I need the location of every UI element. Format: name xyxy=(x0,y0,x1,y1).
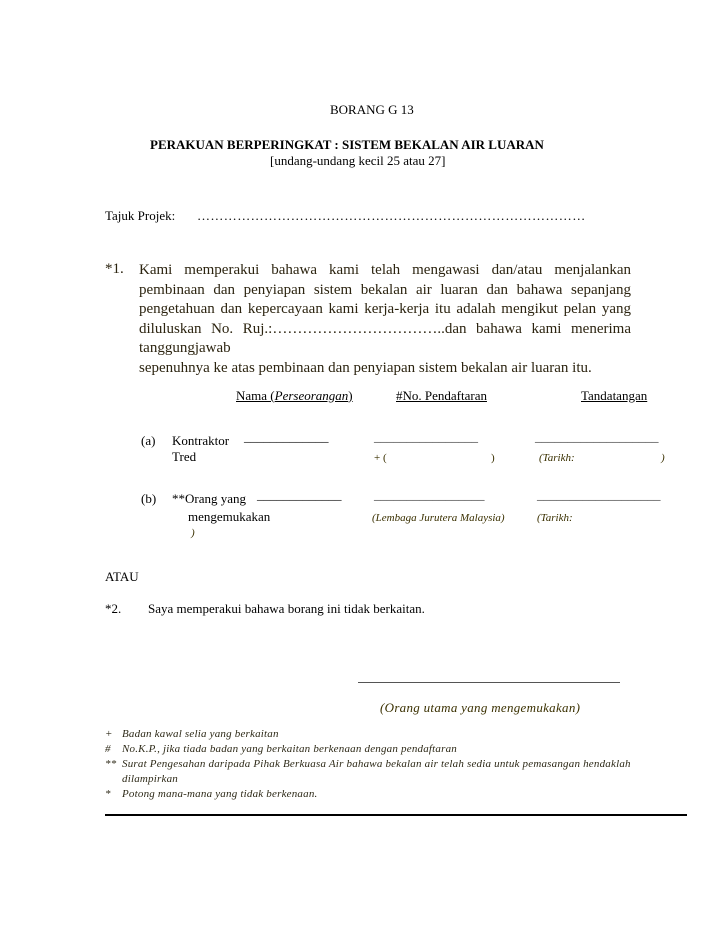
column-header-signature: Tandatangan xyxy=(581,388,648,403)
or-label: ATAU xyxy=(105,569,139,584)
project-title-field[interactable]: …………………………………………………………………………… xyxy=(197,208,586,223)
signatory-caption: (Orang utama yang mengemukakan) xyxy=(380,700,581,715)
footnote-mark: * xyxy=(105,788,111,800)
footnote-text: Surat Pengesahan daripada Pihak Berkuasa Air bahawa bekalan air telah sedia untuk pemasangan hendaklah xyxy=(122,758,631,770)
row-b-label-2: mengemukakan xyxy=(188,509,271,524)
row-b-registration-note: (Lembaga Jurutera Malaysia) xyxy=(372,512,505,524)
row-a-registration-note-open: + ( xyxy=(374,452,387,464)
footnote-mark: # xyxy=(105,743,111,755)
footnote-text: dilampirkan xyxy=(122,773,178,785)
form-code: BORANG G 13 xyxy=(330,102,414,117)
project-title-label: Tajuk Projek: xyxy=(105,208,176,223)
form-subtitle: [undang-undang kecil 25 atau 27] xyxy=(270,153,446,168)
footnote-item xyxy=(105,757,631,772)
row-a-registration-note-close: ) xyxy=(491,452,495,464)
row-a-label: Kontraktor xyxy=(172,433,230,448)
section-1-body: Kami memperakui bahawa kami telah mengawasi dan/atau menjalankan pembinaan dan penyiapan sistem bekalan air luaran dan bahawa sepanjang pengetahuan dan kepercayaan kami kerja-kerja itu adalah mengikut pelan yang diluluskan No. Ruj.:……………………………..dan bahawa kami menerima tanggungjawab xyxy=(139,262,631,356)
footnote-item xyxy=(105,742,631,757)
column-header-name-suffix: ) xyxy=(348,388,353,403)
row-b-name-field[interactable]: _____________ xyxy=(257,487,342,502)
row-a-date-close: ) xyxy=(661,452,665,464)
row-b-label: **Orang yang xyxy=(172,491,247,506)
row-b-letter: (b) xyxy=(141,491,157,506)
column-header-name-italic: Perseorangan xyxy=(274,388,349,403)
form-title: PERAKUAN BERPERINGKAT : SISTEM BEKALAN AIR LUARAN xyxy=(150,137,544,152)
bottom-rule xyxy=(105,814,687,816)
signatory-signature-line[interactable] xyxy=(358,682,620,683)
column-header-name xyxy=(236,388,353,404)
section-2-number: *2. xyxy=(105,601,122,616)
footnote-text: Potong mana-mana yang tidak berkenaan. xyxy=(122,788,318,800)
row-b-date-close: ) xyxy=(191,527,195,539)
section-1-number: *1. xyxy=(105,261,124,277)
row-b-date-open: (Tarikh: xyxy=(537,512,573,524)
footnote-text: No.K.P., jika tiada badan yang berkaitan berkenaan dengan pendaftaran xyxy=(122,743,458,755)
section-1-text xyxy=(139,261,631,378)
row-a-name-field[interactable]: _____________ xyxy=(244,429,329,444)
row-a-signature-field[interactable]: ___________________ xyxy=(535,429,659,444)
footnote-item xyxy=(105,772,631,787)
section-2-text: Saya memperakui bahawa borang ini tidak berkaitan. xyxy=(148,601,425,616)
row-a-registration-field[interactable]: ________________ xyxy=(374,429,478,444)
footnote-mark: ** xyxy=(105,758,117,770)
section-1-last-line: sepenuhnya ke atas pembinaan dan penyiapan sistem bekalan air luaran itu. xyxy=(139,359,592,376)
row-a-letter: (a) xyxy=(141,433,156,448)
column-header-name-prefix: Nama ( xyxy=(236,388,275,403)
row-a-label-2: Tred xyxy=(172,449,197,464)
footnote-mark: + xyxy=(105,728,113,740)
footnote-item xyxy=(105,787,631,802)
row-b-signature-field[interactable]: ___________________ xyxy=(537,487,661,502)
row-b-registration-field[interactable]: _________________ xyxy=(374,487,485,502)
footnote-item xyxy=(105,727,631,742)
row-a-date-open: (Tarikh: xyxy=(539,452,575,464)
footnote-list xyxy=(105,727,631,802)
column-header-registration: #No. Pendaftaran xyxy=(396,388,487,403)
footnote-text: Badan kawal selia yang berkaitan xyxy=(122,728,279,740)
